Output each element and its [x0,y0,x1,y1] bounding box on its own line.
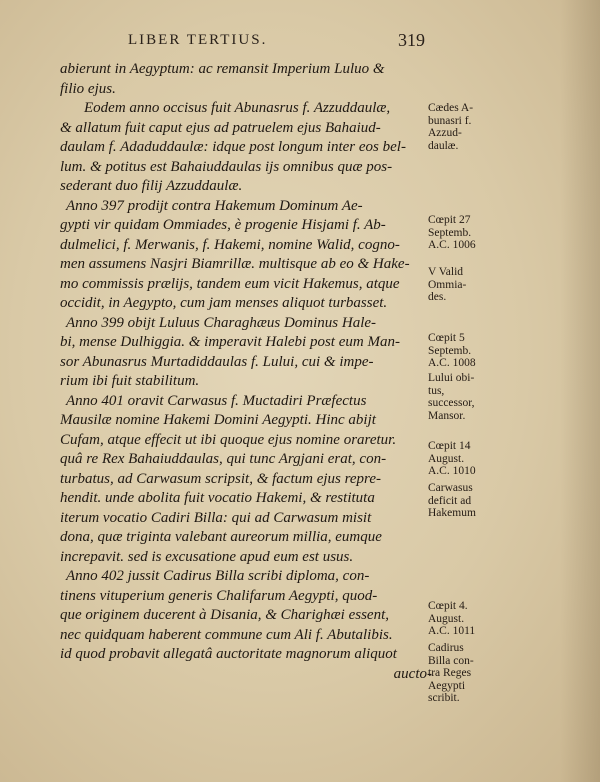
margin-note-line: Cadirus [428,642,464,654]
margin-note-line: Carwasus [428,482,473,494]
margin-note-line: Cœpit 5 [428,332,465,344]
margin-note-line: August. [428,452,465,465]
text-line: hendit. unde abolita fuit vocatio Hakemi, & restituta [60,490,375,506]
margin-note-line: tra Reges [428,667,472,679]
text-line: turbatus, ad Carwasum scripsit, & factum ejus repre- [60,470,381,487]
text-line: dona, quæ triginta valebant aureorum millia, eumque [60,529,382,545]
text-line: filio ejus. [60,80,116,97]
margin-note [428,266,512,304]
margin-note [428,332,512,370]
text-line: Anno 401 oravit Carwasus f. Muctadiri Præfectus [66,392,367,409]
margin-note-line: Azzud- [428,127,462,139]
text-line: iterum vocatio Cadiri Billa: qui ad Carwasum misit [60,509,372,526]
margin-note-line: A.C. 1011 [428,625,476,637]
text-line: sederant duo filij Azzuddaulæ. [60,178,243,194]
margin-note-line: A.C. 1006 [428,239,476,251]
page-header [0,30,600,54]
margin-note [428,440,512,478]
text-line: dulmelici, f. Merwanis, f. Hakemi, nomine Walid, cogno- [60,236,400,253]
text-line: Anno 399 obijt Luluus Charaghæus Dominus Hale- [66,314,377,331]
text-line: Anno 402 jussit Cadirus Billa scribi diploma, con- [66,568,370,584]
text-line: gypti vir quidam Ommiades, è progenie Hisjami f. Ab- [60,217,386,233]
margin-note-line: Billa con- [428,654,474,667]
text-line: increpavit. sed is excusatione apud eum est usus. [60,548,354,565]
margin-note-line: Cœpit 4. [428,600,468,612]
text-line: abierunt in Aegyptum: ac remansit Imperium Luluo & [60,61,385,77]
margin-note-line: Lului obi- [428,372,475,384]
margin-note-line: Septemb. [428,226,472,239]
running-title: LIBER TERTIUS. [128,32,268,48]
text-line: daulam f. Adaduddaulæ: idque post longum inter eos bel- [60,139,406,155]
margin-note-line: Cœpit 14 [428,440,471,452]
text-line: mo commissis prælijs, tandem eum vicit Hakemus, atque [60,275,400,292]
margin-note-line: tus, [428,384,445,397]
margin-note [428,214,512,252]
margin-note-line: deficit ad [428,494,472,507]
page-number: 319 [398,30,425,50]
text-line: occidit, in Aegypto, cum jam menses aliquot turbasset. [60,295,388,311]
text-line: Eodem anno occisus fuit Abunasrus f. Azzuddaulæ, [84,100,391,116]
page-edge-shadow [560,0,600,782]
margin-note [428,600,512,638]
text-line: nec quidquam haberent commune cum Ali f. Abutalibis. [60,626,393,643]
text-line: rium ibi fuit stabilitum. [60,373,200,389]
text-line: men assumens Nasjri Biamrillæ. multisque ab eo & Hake- [60,256,410,272]
text-line: lum. & potitus est Bahaiuddaulas ijs omnibus quæ pos- [60,158,393,175]
margin-note-line: scribit. [428,692,460,704]
text-line: tinens vituperium generis Chalifarum Aegypti, quod- [60,587,378,604]
text-line: & allatum fuit caput ejus ad patruelem ejus Bahaiud- [60,119,381,136]
text-line: Cufam, atque effecit ut ibi quoque ejus nomine oraretur. [60,431,397,448]
text-line: sor Abunasrus Murtadiddaulas f. Lului, cui & impe- [60,353,374,370]
margin-note [428,642,512,705]
text-line: Anno 397 prodijt contra Hakemum Dominum Ae- [66,197,363,214]
body-text [60,60,432,684]
text-line: Mausilæ nomine Hakemi Domini Aegypti. Hinc abijt [60,412,376,428]
margin-note-line: Hakemum [428,507,476,519]
catchword: aucto- [393,665,432,682]
margin-note-line: des. [428,291,447,303]
margin-note [428,102,512,152]
margin-note [428,372,512,422]
margin-note-line: daulæ. [428,139,459,152]
margin-note-line: Ommia- [428,278,467,291]
margin-note-line: Aegypti [428,679,466,692]
margin-note-line: Cædes A- [428,102,474,114]
margin-note-line: A.C. 1008 [428,357,476,369]
margin-note-line: Septemb. [428,344,472,357]
text-line: que originem ducerent à Disania, & Charighæi essent, [60,607,390,623]
margin-note-line: A.C. 1010 [428,465,476,477]
text-line: bi, mense Dulhiggia. & imperavit Halebi post eum Man- [60,334,400,350]
margin-note-line: Mansor. [428,409,466,422]
margin-note-line: Cœpit 27 [428,214,471,226]
text-line: quâ re Rex Bahaiuddaulas, qui tunc Argjani erat, con- [60,451,387,467]
margin-note-line: successor, [428,397,475,409]
margin-note-line: bunasri f. [428,114,472,127]
margin-note-line: August. [428,612,465,625]
text-line: id quod probavit allegatâ auctoritate magnorum aliquot [60,646,397,662]
margin-note [428,482,512,520]
margin-note-line: V Valid [428,266,464,278]
